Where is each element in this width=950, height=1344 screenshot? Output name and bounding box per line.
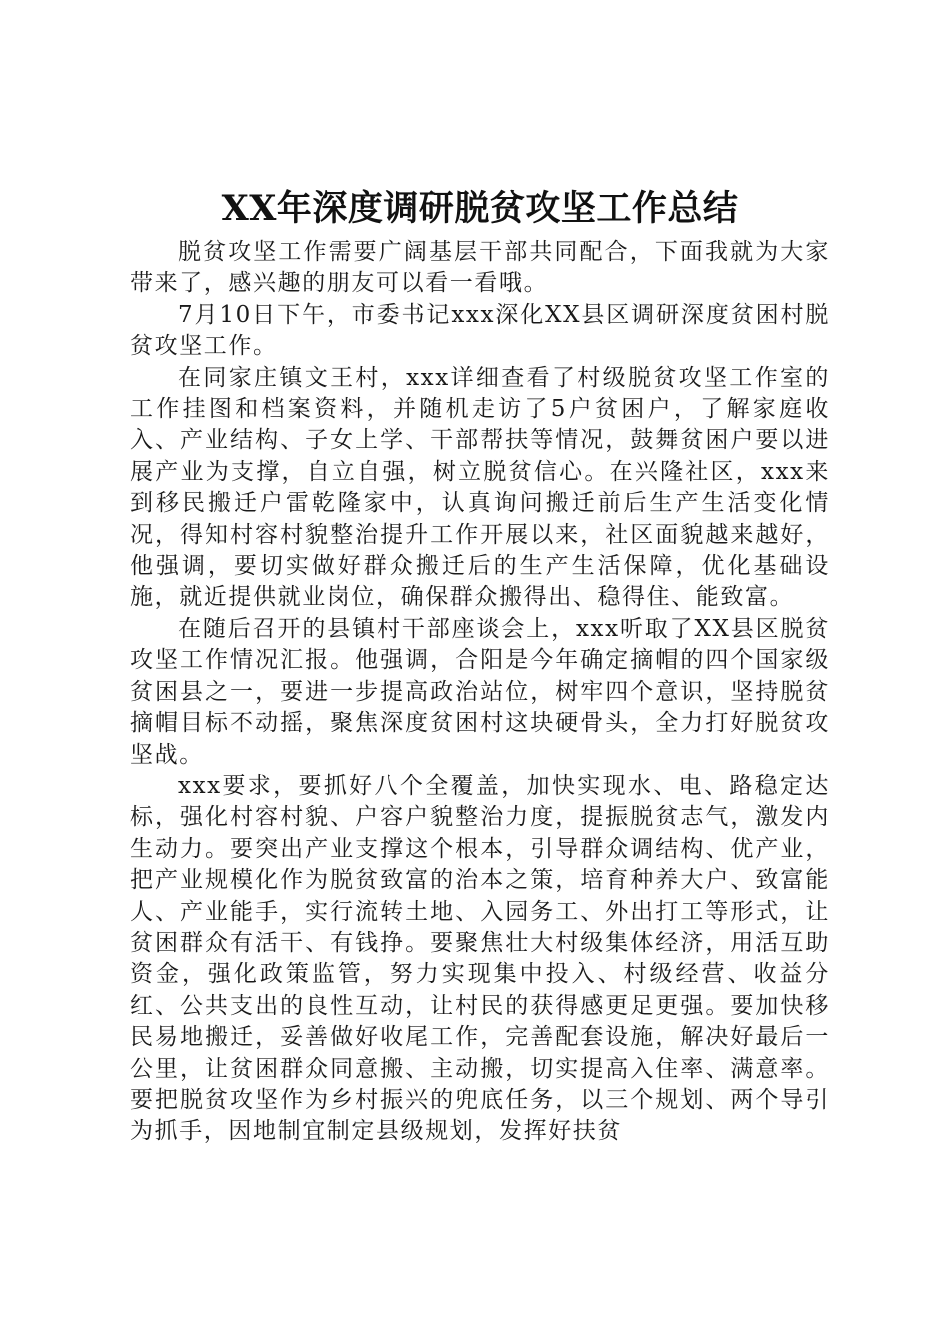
paragraph-requirements: xxx要求，要抓好八个全覆盖，加快实现水、电、路稳定达标，强化村容村貌、户容户貌整治力度，提振脱贫志气，激发内生动力。要突出产业支撑这个根本，引导群众调结构、优产业，把产业规模化作为脱贫致富的治本之策，培育种养大户、致富能人、产业能手，实行流转土地、入园务工、外出打工等形式，让贫困群众有活干、有钱挣。要聚焦壮大村级集体经济，用活互助资金，强化政策监管，努力实现集中投入、村级经营、收益分红、公共支出的良性互动，让村民的获得感更足更强。要加快移民易地搬迁，妥善做好收尾工作，完善配套设施，解决好最后一公里，让贫困群众同意搬、主动搬，切实提高入住率、满意率。要把脱贫攻坚作为乡村振兴的兜底任务，以三个规划、两个导引为抓手，因地制宜制定县级规划，发挥好扶贫 bbox=[130, 772, 830, 1145]
paragraph-meeting: 在随后召开的县镇村干部座谈会上，xxx听取了XX县区脱贫攻坚工作情况汇报。他强调，合阳是今年确定摘帽的四个国家级贫困县之一，要进一步提高政治站位，树牢四个意识，坚持脱贫摘帽目标不动摇，聚焦深度贫困村这块硬骨头，全力打好脱贫攻坚战。 bbox=[130, 615, 830, 768]
document-body bbox=[130, 237, 830, 1148]
paragraph-intro: 脱贫攻坚工作需要广阔基层干部共同配合，下面我就为大家带来了，感兴趣的朋友可以看一看哦。 bbox=[130, 239, 830, 297]
document-title: XX年深度调研脱贫攻坚工作总结 bbox=[221, 188, 739, 229]
paragraph-village-visit: 在同家庄镇文王村，xxx详细查看了村级脱贫攻坚工作室的工作挂图和档案资料，并随机走访了5户贫困户，了解家庭收入、产业结构、子女上学、干部帮扶等情况，鼓舞贫困户要以进展产业为支撑，自立自强，树立脱贫信心。在兴隆社区，xxx来到移民搬迁户雷乾隆家中，认真询问搬迁前后生产生活变化情况，得知村容村貌整治提升工作开展以来，社区面貌越来越好，他强调，要切实做好群众搬迁后的生产生活保障，优化基础设施，就近提供就业岗位，确保群众搬得出、稳得住、能致富。 bbox=[130, 364, 830, 611]
paragraph-date: 7月10日下午，市委书记xxx深化XX县区调研深度贫困村脱贫攻坚工作。 bbox=[130, 301, 830, 360]
